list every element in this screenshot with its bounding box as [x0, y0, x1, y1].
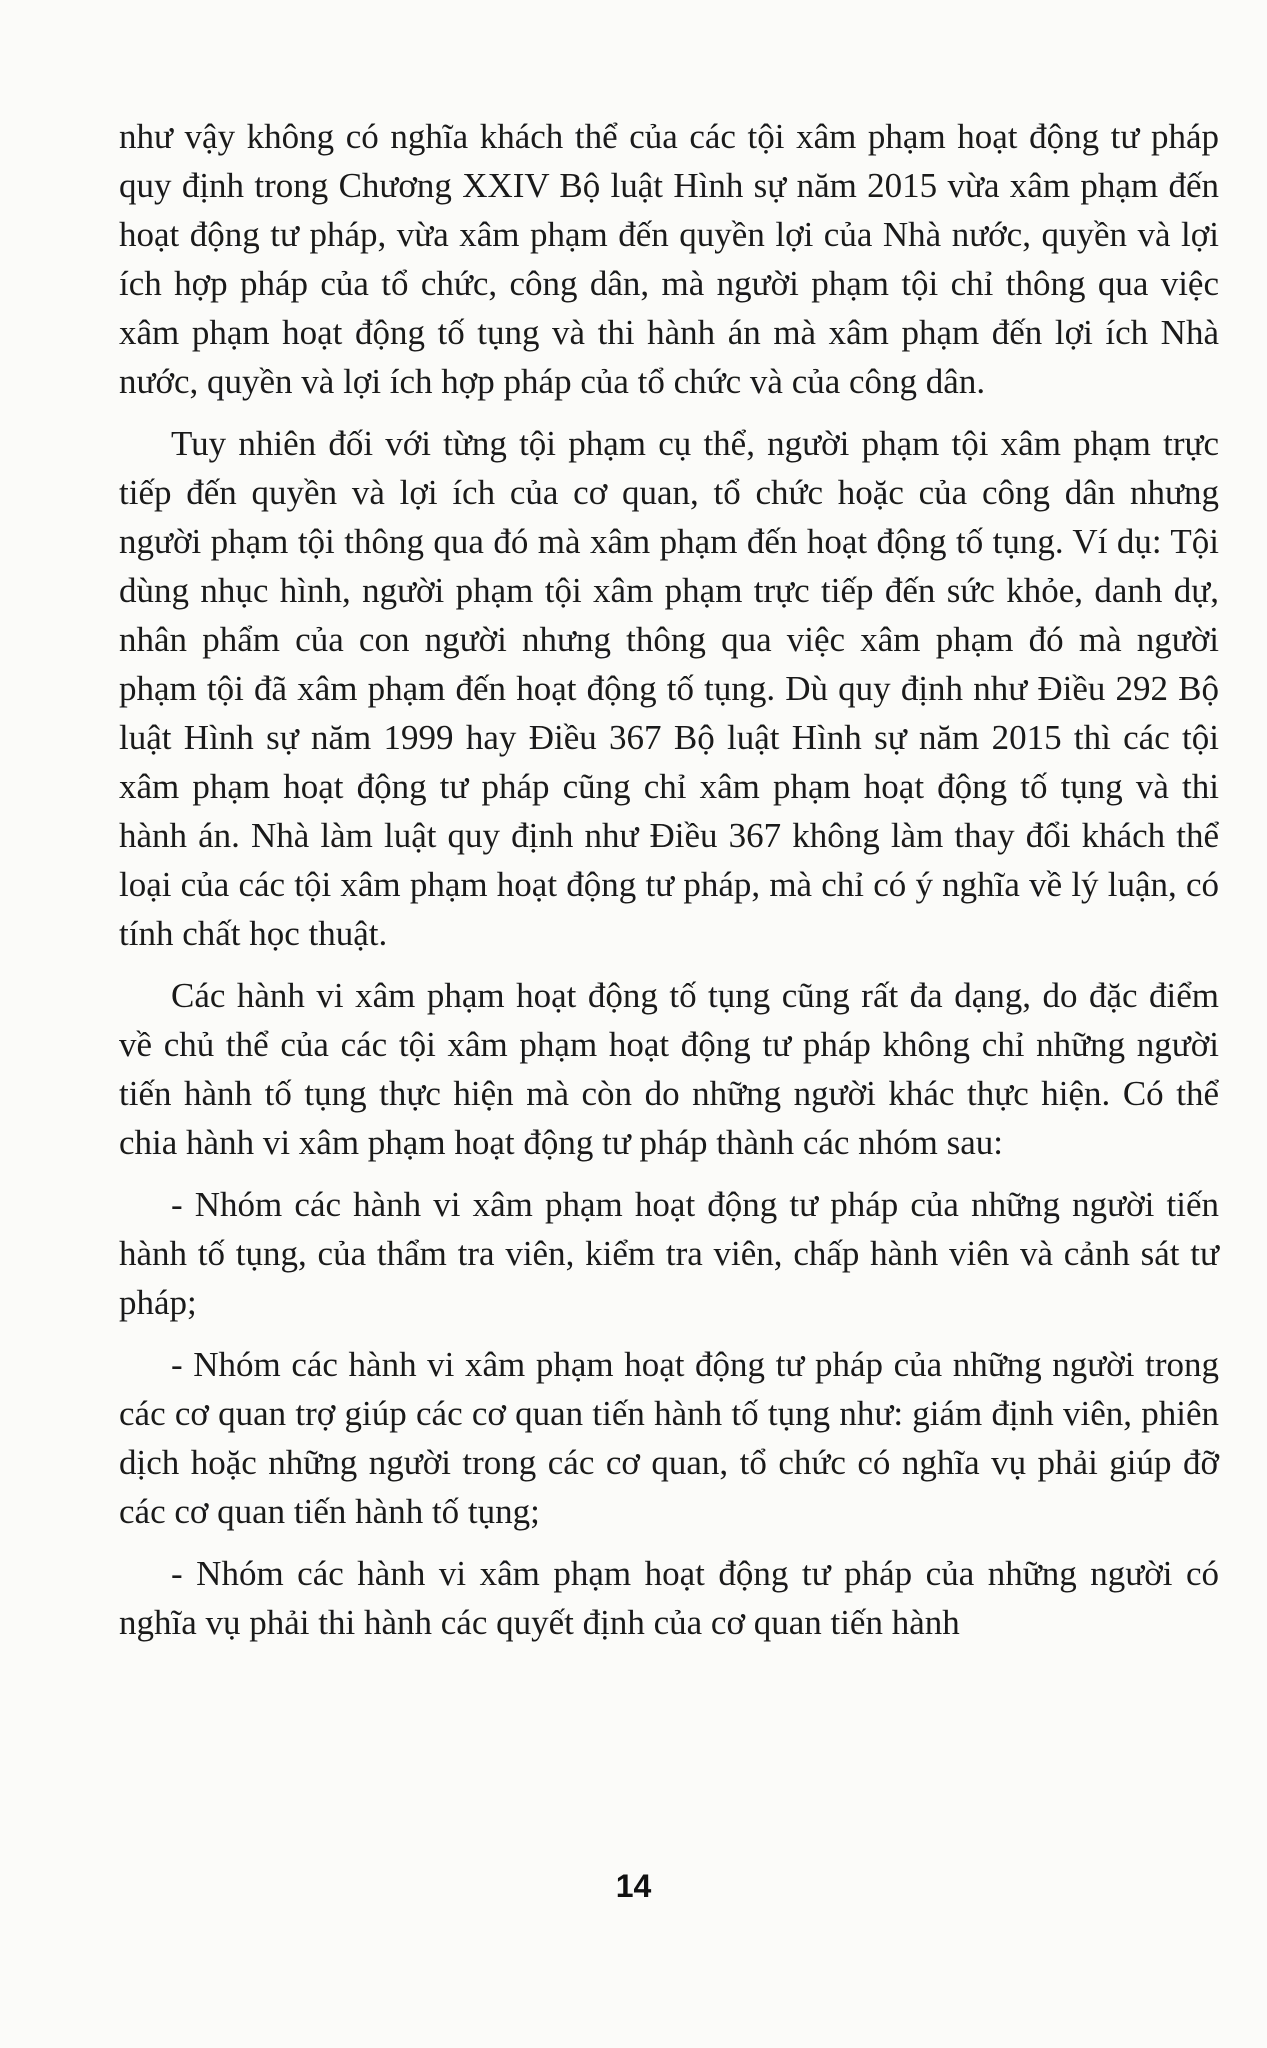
list-item-1: - Nhóm các hành vi xâm phạm hoạt động tư pháp của những người tiến hành tố tụng, của thẩm tra viên, kiểm tra viên, chấp hành viên và cảnh sát tư pháp; [119, 1185, 1219, 1322]
paragraph-2: Tuy nhiên đối với từng tội phạm cụ thể, người phạm tội xâm phạm trực tiếp đến quyền và lợi ích của cơ quan, tổ chức hoặc của công dân nhưng người phạm tội thông qua đó mà xâm phạm đến hoạt động tố tụng. Ví dụ: Tội dùng nhục hình, người phạm tội xâm phạm trực tiếp đến sức khỏe, danh dự, nhân phẩm của con người nhưng thông qua việc xâm phạm đó mà người phạm tội đã xâm phạm đến hoạt động tố tụng. Dù quy định như Điều 292 Bộ luật Hình sự năm 1999 hay Điều 367 Bộ luật Hình sự năm 2015 thì các tội xâm phạm hoạt động tư pháp cũng chỉ xâm phạm hoạt động tố tụng và thi hành án. Nhà làm luật quy định như Điều 367 không làm thay đổi khách thể loại của các tội xâm phạm hoạt động tư pháp, mà chỉ có ý nghĩa về lý luận, có tính chất học thuật. [119, 424, 1219, 953]
list-item-3: - Nhóm các hành vi xâm phạm hoạt động tư pháp của những người có nghĩa vụ phải thi hành các quyết định của cơ quan tiến hành [119, 1554, 1219, 1642]
paragraph-1: như vậy không có nghĩa khách thể của các tội xâm phạm hoạt động tư pháp quy định trong Chương XXIV Bộ luật Hình sự năm 2015 vừa xâm phạm đến hoạt động tư pháp, vừa xâm phạm đến quyền lợi của Nhà nước, quyền và lợi ích hợp pháp của tổ chức, công dân, mà người phạm tội chỉ thông qua việc xâm phạm hoạt động tố tụng và thi hành án mà xâm phạm đến lợi ích Nhà nước, quyền và lợi ích hợp pháp của tổ chức và của công dân. [119, 117, 1219, 401]
list-item-2: - Nhóm các hành vi xâm phạm hoạt động tư pháp của những người trong các cơ quan trợ giúp các cơ quan tiến hành tố tụng như: giám định viên, phiên dịch hoặc những người trong các cơ quan, tổ chức có nghĩa vụ phải giúp đỡ các cơ quan tiến hành tố tụng; [119, 1345, 1219, 1531]
page-number: 14 [615, 1868, 652, 1904]
paragraph-3: Các hành vi xâm phạm hoạt động tố tụng cũng rất đa dạng, do đặc điểm về chủ thể của các tội xâm phạm hoạt động tư pháp không chỉ những người tiến hành tố tụng thực hiện mà còn do những người khác thực hiện. Có thể chia hành vi xâm phạm hoạt động tư pháp thành các nhóm sau: [119, 976, 1219, 1162]
body-text [119, 112, 1219, 1660]
